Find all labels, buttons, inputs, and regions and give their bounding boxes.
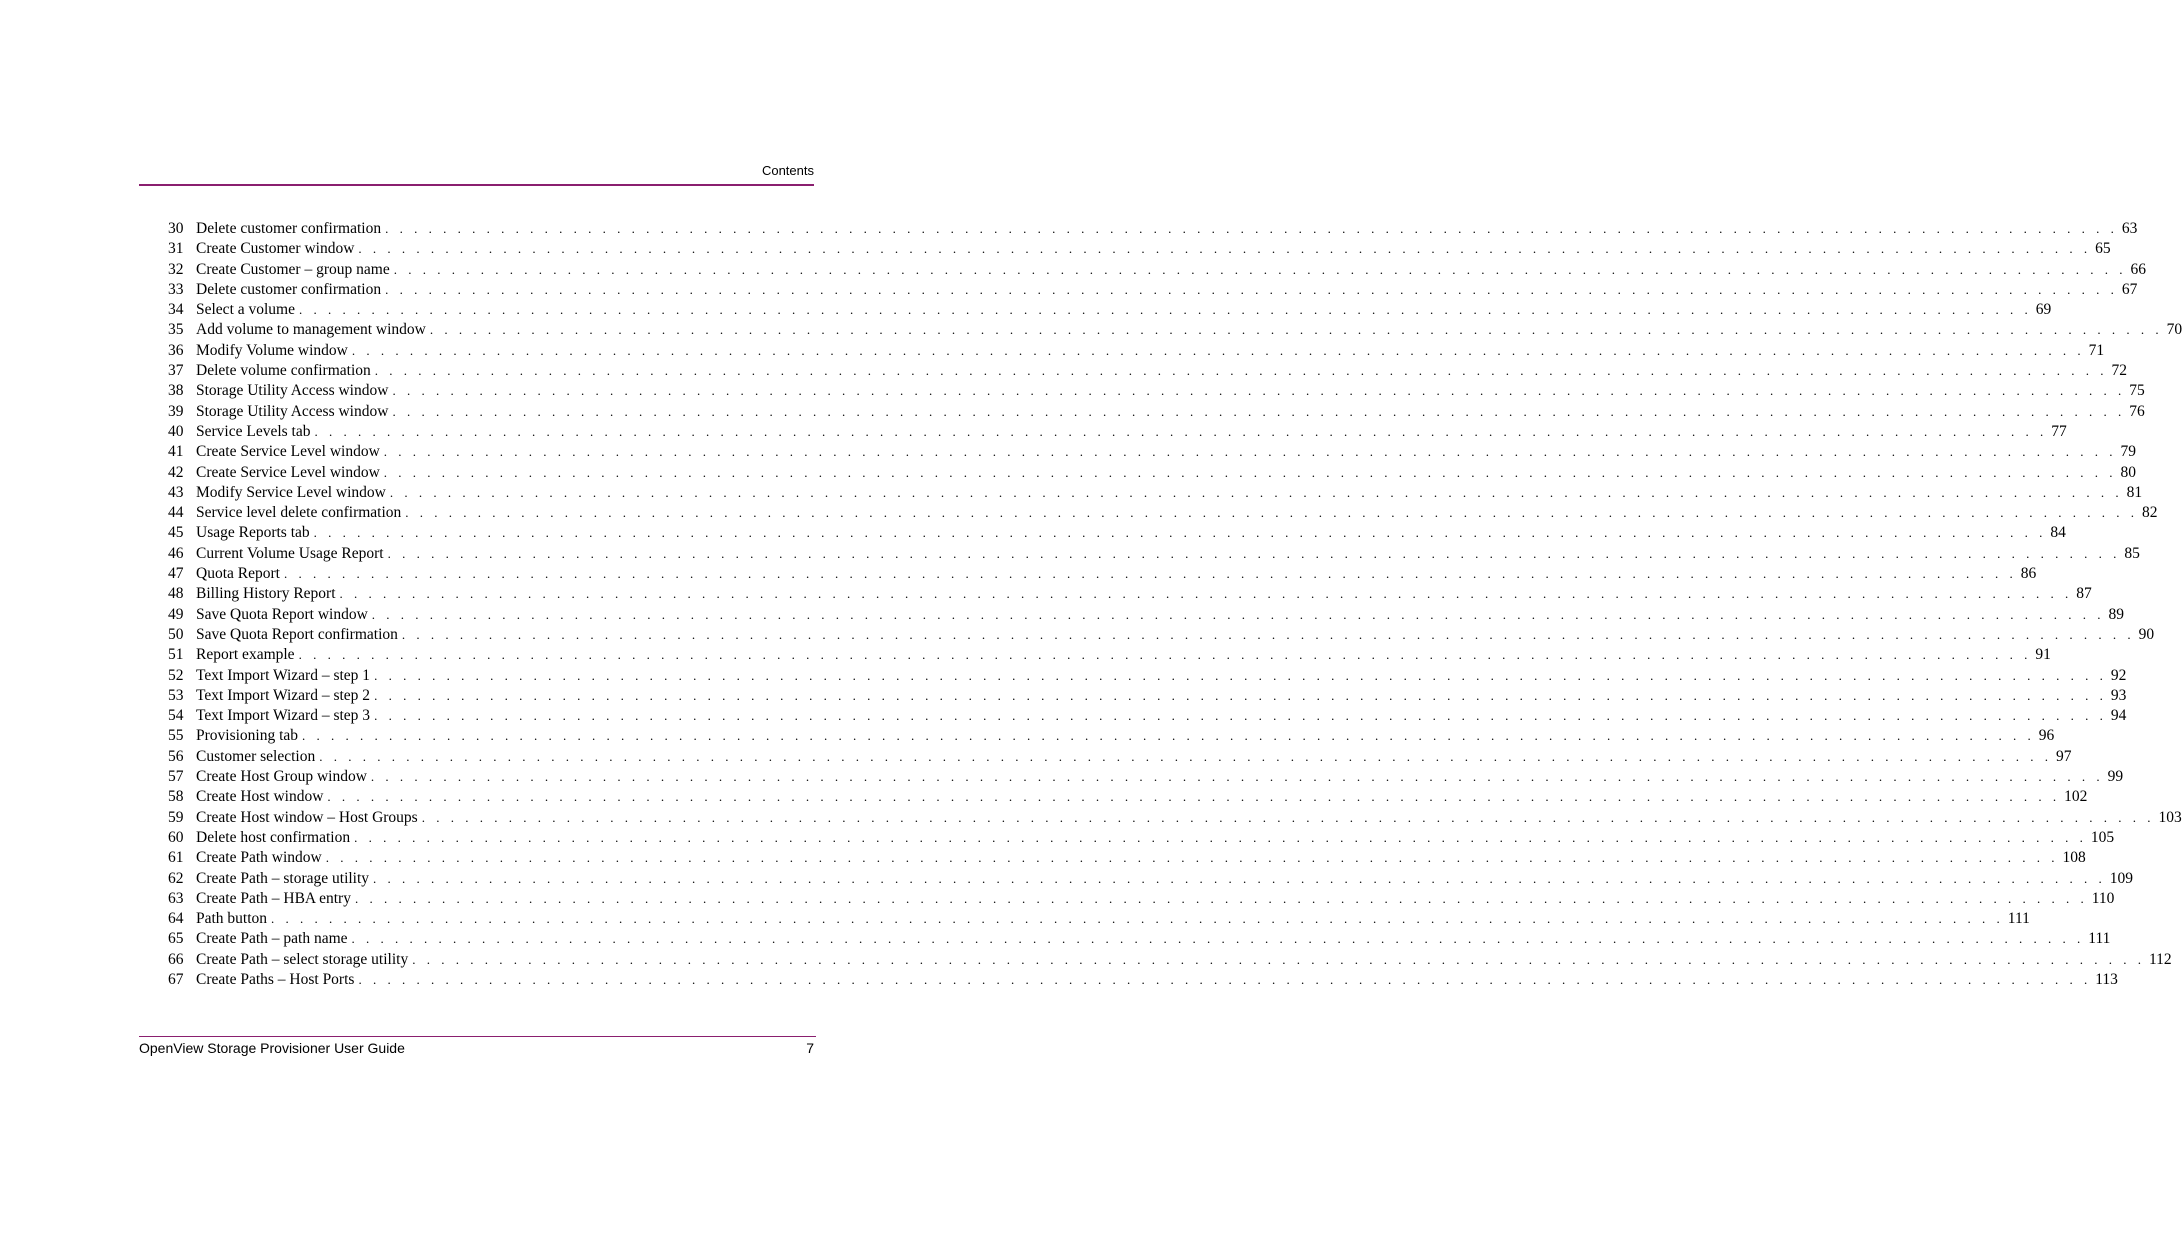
toc-entry-number: 49 — [168, 605, 184, 623]
toc-entry-number: 64 — [168, 910, 184, 928]
toc-dot-leader: . . . . . . . . . . . . . . . . . . . . . . . . . . . . . . . . . . . . . . . . . . . . . . . . . . . . . . . . . . . . . . . . . . . . . . . . . . . . . . . . . . . . . . . . . . . . . . . . . . . . . . . . . . . . . . . . . . . . . . . . — [385, 281, 2118, 297]
toc-entry-page[interactable]: 65 — [2095, 240, 2111, 258]
toc-entry-title[interactable]: Usage Reports tab — [196, 524, 310, 542]
toc-entry[interactable] — [168, 361, 2127, 381]
toc-entry-page[interactable]: 72 — [2111, 362, 2127, 380]
toc-entry[interactable] — [168, 808, 2182, 828]
toc-entry[interactable] — [168, 706, 2127, 726]
toc-entry[interactable] — [168, 219, 2138, 239]
toc-entry-page[interactable]: 86 — [2020, 565, 2037, 583]
toc-entry-page[interactable]: 70 — [2166, 321, 2182, 339]
toc-entry-number: 53 — [168, 686, 184, 704]
toc-entry-number: 62 — [168, 869, 184, 887]
toc-entry-title[interactable]: Create Service Level window — [196, 463, 380, 481]
toc-entry-number: 66 — [168, 950, 184, 968]
toc-dot-leader: . . . . . . . . . . . . . . . . . . . . . . . . . . . . . . . . . . . . . . . . . . . . . . . . . . . . . . . . . . . . . . . . . . . . . . . . . . . . . . . . . . . . . . . . . . . . . . . . . . . . . . . . . . . . . . . . . . . . . . . . — [374, 687, 2107, 703]
toc-dot-leader: . . . . . . . . . . . . . . . . . . . . . . . . . . . . . . . . . . . . . . . . . . . . . . . . . . . . . . . . . . . . . . . . . . . . . . . . . . . . . . . . . . . . . . . . . . . . . . . . . . . . . . . . . . . . . . . . . . . . . . . . — [358, 241, 2092, 257]
toc-entry[interactable] — [168, 523, 2066, 543]
toc-entry-title[interactable]: Billing History Report — [196, 585, 336, 603]
toc-entry-title[interactable]: Create Host window – Host Groups — [196, 808, 418, 826]
toc-entry-page[interactable]: 102 — [2064, 788, 2088, 806]
toc-entry[interactable] — [168, 686, 2127, 706]
table-of-contents — [168, 219, 2182, 990]
toc-dot-leader: . . . . . . . . . . . . . . . . . . . . . . . . . . . . . . . . . . . . . . . . . . . . . . . . . . . . . . . . . . . . . . . . . . . . . . . . . . . . . . . . . . . . . . . . . . . . . . . . . . . . . . . . . . . . . . . . . . . . . . . . — [412, 951, 2145, 967]
toc-entry[interactable] — [168, 869, 2134, 889]
toc-entry-title[interactable]: Create Path – HBA entry — [196, 889, 351, 907]
toc-dot-leader: . . . . . . . . . . . . . . . . . . . . . . . . . . . . . . . . . . . . . . . . . . . . . . . . . . . . . . . . . . . . . . . . . . . . . . . . . . . . . . . . . . . . . . . . . . . . . . . . . . . . . . . . . . . . . . . . . . . . . . . . — [401, 626, 2135, 642]
toc-entry-title[interactable]: Select a volume — [196, 301, 295, 319]
toc-entry[interactable] — [168, 747, 2072, 767]
toc-entry-title[interactable]: Save Quota Report confirmation — [196, 625, 398, 643]
toc-entry-title[interactable]: Report example — [196, 646, 295, 664]
toc-entry[interactable] — [168, 544, 2140, 564]
toc-entry-page[interactable]: 67 — [2121, 280, 2138, 298]
toc-entry[interactable] — [168, 300, 2052, 320]
footer-page-number: 7 — [806, 1040, 814, 1056]
toc-entry-number: 55 — [168, 727, 184, 745]
toc-entry-page[interactable]: 108 — [2062, 849, 2086, 867]
toc-entry-title[interactable]: Path button — [196, 910, 268, 928]
toc-entry-page[interactable]: 76 — [2129, 402, 2145, 420]
toc-entry-number: 67 — [168, 970, 184, 988]
toc-entry-title[interactable]: Create Customer window — [196, 240, 355, 258]
toc-entry-number: 51 — [168, 646, 184, 664]
toc-entry[interactable] — [168, 442, 2137, 462]
toc-entry-title[interactable]: Current Volume Usage Report — [196, 544, 384, 562]
toc-dot-leader: . . . . . . . . . . . . . . . . . . . . . . . . . . . . . . . . . . . . . . . . . . . . . . . . . . . . . . . . . . . . . . . . . . . . . . . . . . . . . . . . . . . . . . . . . . . . . . . . . . . . . . . . . . . . . . . . . . . . . . . . — [374, 708, 2107, 724]
toc-entry-page[interactable]: 105 — [2090, 828, 2115, 846]
toc-entry-title[interactable]: Create Path – storage utility — [196, 869, 370, 887]
toc-entry-title[interactable]: Storage Utility Access window — [196, 382, 389, 400]
toc-entry-page[interactable]: 97 — [2056, 747, 2072, 765]
toc-entry-title[interactable]: Quota Report — [196, 565, 280, 583]
toc-entry-page[interactable]: 91 — [2035, 646, 2051, 664]
toc-dot-leader: . . . . . . . . . . . . . . . . . . . . . . . . . . . . . . . . . . . . . . . . . . . . . . . . . . . . . . . . . . . . . . . . . . . . . . . . . . . . . . . . . . . . . . . . . . . . . . . . . . . . . . . . . . . . . . . . . . . . . . . . — [302, 728, 2035, 744]
toc-entry[interactable] — [168, 503, 2158, 523]
toc-entry-page[interactable]: 112 — [2148, 950, 2172, 968]
toc-dot-leader: . . . . . . . . . . . . . . . . . . . . . . . . . . . . . . . . . . . . . . . . . . . . . . . . . . . . . . . . . . . . . . . . . . . . . . . . . . . . . . . . . . . . . . . . . . . . . . . . . . . . . . . . . . . . . . . . . . . . . . . . — [389, 484, 2123, 500]
toc-entry[interactable] — [168, 666, 2127, 686]
toc-entry-page[interactable]: 110 — [2091, 889, 2115, 907]
toc-entry-page[interactable]: 103 — [2158, 808, 2182, 826]
toc-entry[interactable] — [168, 848, 2086, 868]
toc-entry[interactable] — [168, 341, 2105, 361]
toc-entry[interactable] — [168, 950, 2172, 970]
toc-entry[interactable] — [168, 320, 2182, 340]
toc-dot-leader: . . . . . . . . . . . . . . . . . . . . . . . . . . . . . . . . . . . . . . . . . . . . . . . . . . . . . . . . . . . . . . . . . . . . . . . . . . . . . . . . . . . . . . . . . . . . . . . . . . . . . . . . . . . . . . . . . . . . . . . . — [373, 870, 2106, 886]
toc-entry[interactable] — [168, 625, 2155, 645]
toc-dot-leader: . . . . . . . . . . . . . . . . . . . . . . . . . . . . . . . . . . . . . . . . . . . . . . . . . . . . . . . . . . . . . . . . . . . . . . . . . . . . . . . . . . . . . . . . . . . . . . . . . . . . . . . . . . . . . . . . . . . . . . . . — [299, 302, 2032, 318]
toc-dot-leader: . . . . . . . . . . . . . . . . . . . . . . . . . . . . . . . . . . . . . . . . . . . . . . . . . . . . . . . . . . . . . . . . . . . . . . . . . . . . . . . . . . . . . . . . . . . . . . . . . . . . . . . . . . . . . . . . . . . . . . . . — [393, 261, 2127, 277]
toc-entry[interactable] — [168, 584, 2092, 604]
toc-entry-page[interactable]: 89 — [2108, 605, 2125, 623]
header-section-label: Contents — [761, 163, 814, 178]
toc-dot-leader: . . . . . . . . . . . . . . . . . . . . . . . . . . . . . . . . . . . . . . . . . . . . . . . . . . . . . . . . . . . . . . . . . . . . . . . . . . . . . . . . . . . . . . . . . . . . . . . . . . . . . . . . . . . . . . . . . . . . . . . . — [339, 586, 2073, 602]
toc-entry-title[interactable]: Create Path – select storage utility — [196, 950, 409, 968]
toc-entry-number: 43 — [168, 483, 184, 501]
toc-entry-page[interactable]: 94 — [2110, 707, 2127, 725]
toc-entry-title[interactable]: Delete volume confirmation — [196, 362, 371, 380]
toc-entry-title[interactable]: Create Service Level window — [196, 443, 380, 461]
toc-entry-number: 31 — [168, 240, 184, 258]
toc-entry-number: 30 — [168, 220, 184, 237]
toc-entry-title[interactable]: Service Levels tab — [196, 422, 311, 440]
toc-dot-leader: . . . . . . . . . . . . . . . . . . . . . . . . . . . . . . . . . . . . . . . . . . . . . . . . . . . . . . . . . . . . . . . . . . . . . . . . . . . . . . . . . . . . . . . . . . . . . . . . . . . . . . . . . . . . . . . . . . . . . . . . — [405, 505, 2139, 521]
toc-entry-number: 41 — [168, 443, 184, 461]
toc-entry-page[interactable]: 77 — [2051, 422, 2067, 440]
toc-entry[interactable] — [168, 260, 2146, 280]
toc-dot-leader: . . . . . . . . . . . . . . . . . . . . . . . . . . . . . . . . . . . . . . . . . . . . . . . . . . . . . . . . . . . . . . . . . . . . . . . . . . . . . . . . . . . . . . . . . . . . . . . . . . . . . . . . . . . . . . . . . . . . . . . . — [351, 931, 2085, 947]
toc-entry-title[interactable]: Text Import Wizard – step 3 — [196, 707, 371, 725]
toc-entry-number: 61 — [168, 849, 184, 867]
toc-dot-leader: . . . . . . . . . . . . . . . . . . . . . . . . . . . . . . . . . . . . . . . . . . . . . . . . . . . . . . . . . . . . . . . . . . . . . . . . . . . . . . . . . . . . . . . . . . . . . . . . . . . . . . . . . . . . . . . . . . . . . . . . — [354, 829, 2087, 845]
toc-dot-leader: . . . . . . . . . . . . . . . . . . . . . . . . . . . . . . . . . . . . . . . . . . . . . . . . . . . . . . . . . . . . . . . . . . . . . . . . . . . . . . . . . . . . . . . . . . . . . . . . . . . . . . . . . . . . . . . . . . . . . . . . — [385, 221, 2118, 236]
toc-entry-number: 45 — [168, 524, 184, 542]
toc-entry-number: 56 — [168, 747, 184, 765]
toc-entry[interactable] — [168, 767, 2124, 787]
toc-entry-title[interactable]: Delete customer confirmation — [196, 220, 382, 237]
toc-entry[interactable] — [168, 280, 2138, 300]
toc-dot-leader: . . . . . . . . . . . . . . . . . . . . . . . . . . . . . . . . . . . . . . . . . . . . . . . . . . . . . . . . . . . . . . . . . . . . . . . . . . . . . . . . . . . . . . . . . . . . . . . . . . . . . . . . . . . . . . . . . . . . . . . . — [371, 606, 2105, 622]
toc-entry-page[interactable]: 79 — [2120, 443, 2137, 461]
toc-entry-title[interactable]: Create Host window — [196, 788, 324, 806]
toc-entry-number: 38 — [168, 382, 184, 400]
toc-dot-leader: . . . . . . . . . . . . . . . . . . . . . . . . . . . . . . . . . . . . . . . . . . . . . . . . . . . . . . . . . . . . . . . . . . . . . . . . . . . . . . . . . . . . . . . . . . . . . . . . . . . . . . . . . . . . . . . . . . . . . . . . — [313, 525, 2047, 541]
toc-entry-title[interactable]: Customer selection — [196, 747, 316, 765]
toc-entry-number: 32 — [168, 260, 184, 278]
toc-entry-number: 57 — [168, 768, 184, 786]
toc-entry-number: 58 — [168, 788, 184, 806]
toc-entry-number: 42 — [168, 463, 184, 481]
toc-entry-page[interactable]: 82 — [2142, 504, 2158, 522]
toc-entry-page[interactable]: 111 — [2007, 910, 2030, 928]
toc-entry[interactable] — [168, 909, 2030, 929]
toc-entry-title[interactable]: Modify Service Level window — [196, 483, 386, 501]
toc-entry-number: 60 — [168, 828, 184, 846]
toc-entry-page[interactable]: 96 — [2038, 727, 2055, 745]
toc-entry-page[interactable]: 109 — [2109, 869, 2134, 887]
toc-entry-title[interactable]: Create Paths – Host Ports — [196, 970, 355, 988]
toc-entry[interactable] — [168, 564, 2037, 584]
toc-entry[interactable] — [168, 787, 2088, 807]
toc-entry[interactable] — [168, 645, 2051, 665]
toc-entry-title[interactable]: Service level delete confirmation — [196, 504, 402, 522]
toc-entry[interactable] — [168, 605, 2125, 625]
toc-entry[interactable] — [168, 422, 2067, 442]
toc-entry-number: 50 — [168, 625, 184, 643]
toc-dot-leader: . . . . . . . . . . . . . . . . . . . . . . . . . . . . . . . . . . . . . . . . . . . . . . . . . . . . . . . . . . . . . . . . . . . . . . . . . . . . . . . . . . . . . . . . . . . . . . . . . . . . . . . . . . . . . . . . . . . . . . . . — [319, 748, 2052, 764]
toc-entry-page[interactable]: 113 — [2095, 970, 2118, 988]
toc-entry-title[interactable]: Create Host Group window — [196, 768, 367, 786]
toc-entry-number: 52 — [168, 666, 184, 684]
toc-entry-title[interactable]: Text Import Wizard – step 1 — [196, 666, 371, 684]
toc-entry-number: 65 — [168, 930, 184, 948]
toc-dot-leader: . . . . . . . . . . . . . . . . . . . . . . . . . . . . . . . . . . . . . . . . . . . . . . . . . . . . . . . . . . . . . . . . . . . . . . . . . . . . . . . . . . . . . . . . . . . . . . . . . . . . . . . . . . . . . . . . . . . . . . . . — [351, 342, 2085, 358]
toc-entry-title[interactable]: Storage Utility Access window — [196, 402, 389, 420]
toc-entry-page[interactable]: 81 — [2126, 483, 2143, 501]
toc-dot-leader: . . . . . . . . . . . . . . . . . . . . . . . . . . . . . . . . . . . . . . . . . . . . . . . . . . . . . . . . . . . . . . . . . . . . . . . . . . . . . . . . . . . . . . . . . . . . . . . . . . . . . . . . . . . . . . . . . . . . . . . . — [374, 363, 2108, 379]
toc-entry-page[interactable]: 75 — [2129, 382, 2145, 400]
toc-dot-leader: . . . . . . . . . . . . . . . . . . . . . . . . . . . . . . . . . . . . . . . . . . . . . . . . . . . . . . . . . . . . . . . . . . . . . . . . . . . . . . . . . . . . . . . . . . . . . . . . . . . . . . . . . . . . . . . . . . . . . . . . — [314, 423, 2048, 439]
toc-entry-page[interactable]: 99 — [2107, 768, 2124, 786]
header-divider — [139, 184, 814, 186]
toc-dot-leader: . . . . . . . . . . . . . . . . . . . . . . . . . . . . . . . . . . . . . . . . . . . . . . . . . . . . . . . . . . . . . . . . . . . . . . . . . . . . . . . . . . . . . . . . . . . . . . . . . . . . . . . . . . . . . . . . . . . . . . . . — [392, 383, 2126, 399]
toc-entry-page[interactable]: 92 — [2110, 666, 2127, 684]
toc-entry-title[interactable]: Delete customer confirmation — [196, 280, 382, 298]
toc-dot-leader: . . . . . . . . . . . . . . . . . . . . . . . . . . . . . . . . . . . . . . . . . . . . . . . . . . . . . . . . . . . . . . . . . . . . . . . . . . . . . . . . . . . . . . . . . . . . . . . . . . . . . . . . . . . . . . . . . . . . . . . . — [383, 444, 2117, 460]
toc-entry-page[interactable]: 90 — [2138, 625, 2155, 643]
toc-entry-title[interactable]: Text Import Wizard – step 2 — [196, 686, 371, 704]
toc-entry-number: 37 — [168, 362, 184, 380]
toc-entry-number: 35 — [168, 321, 184, 339]
toc-entry-page[interactable]: 69 — [2035, 301, 2052, 319]
toc-entry-number: 40 — [168, 422, 184, 440]
toc-entry-page[interactable]: 85 — [2124, 544, 2140, 562]
toc-entry-page[interactable]: 84 — [2050, 524, 2066, 542]
toc-entry-title[interactable]: Delete host confirmation — [196, 828, 351, 846]
toc-entry-title[interactable]: Provisioning tab — [196, 727, 299, 745]
toc-entry-title[interactable]: Save Quota Report window — [196, 605, 368, 623]
toc-dot-leader: . . . . . . . . . . . . . . . . . . . . . . . . . . . . . . . . . . . . . . . . . . . . . . . . . . . . . . . . . . . . . . . . . . . . . . . . . . . . . . . . . . . . . . . . . . . . . . . . . . . . . . . . . . . . . . . . . . . . . . . . — [354, 890, 2088, 906]
toc-entry-page[interactable]: 111 — [2088, 930, 2111, 948]
toc-dot-leader: . . . . . . . . . . . . . . . . . . . . . . . . . . . . . . . . . . . . . . . . . . . . . . . . . . . . . . . . . . . . . . . . . . . . . . . . . . . . . . . . . . . . . . . . . . . . . . . . . . . . . . . . . . . . . . . . . . . . . . . . — [327, 789, 2061, 805]
toc-entry-number: 33 — [168, 280, 184, 298]
toc-entry-number: 44 — [168, 504, 184, 522]
toc-entry-page[interactable]: 71 — [2088, 341, 2105, 359]
toc-entry-title[interactable]: Create Path window — [196, 849, 322, 867]
toc-entry-number: 63 — [168, 889, 184, 907]
toc-entry-number: 36 — [168, 341, 184, 359]
toc-entry[interactable] — [168, 970, 2118, 990]
toc-dot-leader: . . . . . . . . . . . . . . . . . . . . . . . . . . . . . . . . . . . . . . . . . . . . . . . . . . . . . . . . . . . . . . . . . . . . . . . . . . . . . . . . . . . . . . . . . . . . . . . . . . . . . . . . . . . . . . . . . . . . . . . . — [383, 464, 2117, 480]
toc-entry-page[interactable]: 63 — [2121, 220, 2138, 237]
footer-document-title: OpenView Storage Provisioner User Guide — [139, 1040, 405, 1056]
toc-dot-leader: . . . . . . . . . . . . . . . . . . . . . . . . . . . . . . . . . . . . . . . . . . . . . . . . . . . . . . . . . . . . . . . . . . . . . . . . . . . . . . . . . . . . . . . . . . . . . . . . . . . . . . . . . . . . . . . . . . . . . . . . — [374, 667, 2107, 683]
toc-entry-page[interactable]: 87 — [2076, 585, 2092, 603]
toc-dot-leader: . . . . . . . . . . . . . . . . . . . . . . . . . . . . . . . . . . . . . . . . . . . . . . . . . . . . . . . . . . . . . . . . . . . . . . . . . . . . . . . . . . . . . . . . . . . . . . . . . . . . . . . . . . . . . . . . . . . . . . . . — [298, 647, 2032, 663]
toc-entry-page[interactable]: 93 — [2110, 686, 2127, 704]
toc-entry[interactable] — [168, 828, 2115, 848]
toc-entry-title[interactable]: Create Customer – group name — [196, 260, 390, 278]
toc-dot-leader: . . . . . . . . . . . . . . . . . . . . . . . . . . . . . . . . . . . . . . . . . . . . . . . . . . . . . . . . . . . . . . . . . . . . . . . . . . . . . . . . . . . . . . . . . . . . . . . . . . . . . . . . . . . . . . . . . . . . . . . . — [392, 403, 2126, 419]
toc-entry[interactable] — [168, 889, 2115, 909]
toc-entry-page[interactable]: 80 — [2120, 463, 2137, 481]
toc-entry[interactable] — [168, 402, 2145, 422]
toc-entry-title[interactable]: Modify Volume window — [196, 341, 348, 359]
toc-dot-leader: . . . . . . . . . . . . . . . . . . . . . . . . . . . . . . . . . . . . . . . . . . . . . . . . . . . . . . . . . . . . . . . . . . . . . . . . . . . . . . . . . . . . . . . . . . . . . . . . . . . . . . . . . . . . . . . . . . . . . . . . — [271, 911, 2004, 927]
toc-entry[interactable] — [168, 726, 2055, 746]
toc-dot-leader: . . . . . . . . . . . . . . . . . . . . . . . . . . . . . . . . . . . . . . . . . . . . . . . . . . . . . . . . . . . . . . . . . . . . . . . . . . . . . . . . . . . . . . . . . . . . . . . . . . . . . . . . . . . . . . . . . . . . . . . . — [387, 545, 2121, 561]
toc-entry[interactable] — [168, 463, 2137, 483]
toc-entry-number: 59 — [168, 808, 184, 826]
toc-entry-number: 46 — [168, 544, 184, 562]
toc-entry[interactable] — [168, 381, 2145, 401]
toc-dot-leader: . . . . . . . . . . . . . . . . . . . . . . . . . . . . . . . . . . . . . . . . . . . . . . . . . . . . . . . . . . . . . . . . . . . . . . . . . . . . . . . . . . . . . . . . . . . . . . . . . . . . . . . . . . . . . . . . . . . . . . . . — [429, 322, 2163, 338]
toc-entry[interactable] — [168, 483, 2143, 503]
toc-dot-leader: . . . . . . . . . . . . . . . . . . . . . . . . . . . . . . . . . . . . . . . . . . . . . . . . . . . . . . . . . . . . . . . . . . . . . . . . . . . . . . . . . . . . . . . . . . . . . . . . . . . . . . . . . . . . . . . . . . . . . . . . — [325, 850, 2059, 866]
toc-entry-page[interactable]: 66 — [2130, 260, 2146, 278]
toc-entry[interactable] — [168, 239, 2111, 259]
toc-dot-leader: . . . . . . . . . . . . . . . . . . . . . . . . . . . . . . . . . . . . . . . . . . . . . . . . . . . . . . . . . . . . . . . . . . . . . . . . . . . . . . . . . . . . . . . . . . . . . . . . . . . . . . . . . . . . . . . . . . . . . . . . — [370, 769, 2104, 785]
footer-divider — [139, 1036, 816, 1037]
toc-entry-number: 47 — [168, 565, 184, 583]
toc-dot-leader: . . . . . . . . . . . . . . . . . . . . . . . . . . . . . . . . . . . . . . . . . . . . . . . . . . . . . . . . . . . . . . . . . . . . . . . . . . . . . . . . . . . . . . . . . . . . . . . . . . . . . . . . . . . . . . . . . . . . . . . . — [358, 971, 2092, 987]
toc-entry-number: 48 — [168, 585, 184, 603]
toc-entry-number: 34 — [168, 301, 184, 319]
toc-dot-leader: . . . . . . . . . . . . . . . . . . . . . . . . . . . . . . . . . . . . . . . . . . . . . . . . . . . . . . . . . . . . . . . . . . . . . . . . . . . . . . . . . . . . . . . . . . . . . . . . . . . . . . . . . . . . . . . . . . . . . . . . — [283, 566, 2017, 582]
toc-entry-title[interactable]: Create Path – path name — [196, 930, 348, 948]
toc-entry-number: 54 — [168, 707, 184, 725]
toc-entry-title[interactable]: Add volume to management window — [196, 321, 426, 339]
toc-entry-number: 39 — [168, 402, 184, 420]
toc-entry[interactable] — [168, 929, 2111, 949]
toc-dot-leader: . . . . . . . . . . . . . . . . . . . . . . . . . . . . . . . . . . . . . . . . . . . . . . . . . . . . . . . . . . . . . . . . . . . . . . . . . . . . . . . . . . . . . . . . . . . . . . . . . . . . . . . . . . . . . . . . . . . . . . . . — [421, 809, 2155, 825]
